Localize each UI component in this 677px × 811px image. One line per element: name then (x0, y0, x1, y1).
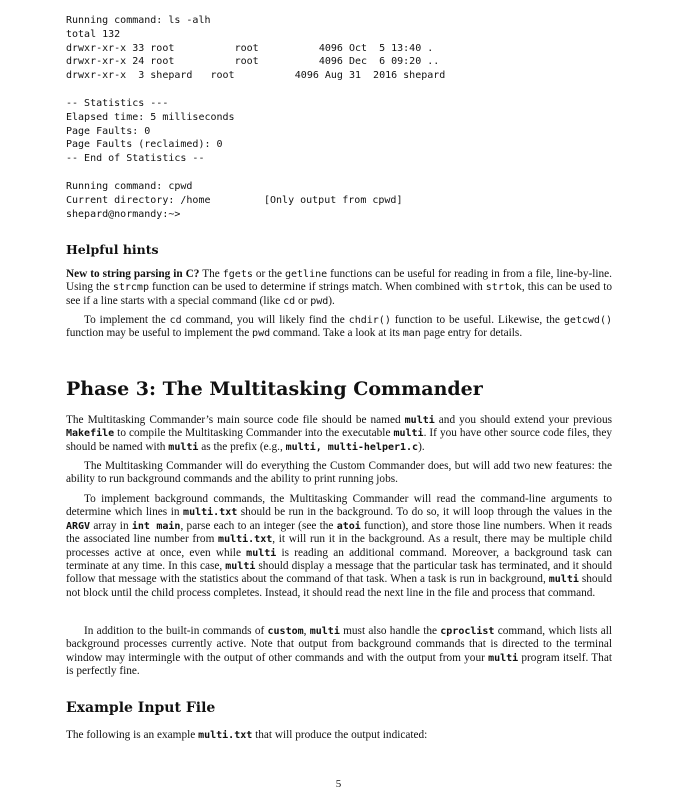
terminal-line: drwxr-xr-x 33 root root 4096 Oct 5 13:40 . (66, 42, 434, 54)
inline-code: atoi (336, 520, 361, 532)
inline-code: multi (393, 428, 424, 440)
terminal-line: shepard@normandy:~> (66, 208, 181, 220)
inline-code: Makefile (66, 428, 115, 440)
phase3-paragraph-2: The Multitasking Commander will do everything the Custom Commander does, but will add two new features: the ability to run background commands and the ability to print running jobs. (66, 460, 612, 486)
inline-code: man (402, 328, 421, 340)
phase3-paragraph-3: To implement background commands, the Multitasking Commander will read the command-line arguments to determine which lines in multi.txt should be run in the background. To do so, it will loop through the values in the ARGV array in int main, parse each to an integer (see the atoi function), and store those line numbers. When it reads the associated line number from multi.txt, it will run it in the background. As a result, there may be multiple child processes active at once, even while multi is reading an additional command. Moreover, a background task can terminate at any time. In this case, multi should display a message that the particular task has terminated, and it should follow that message with the statistics about the command of that task. When a task is run in background, multi should not block until the child process completes. Instead, it should read the next line in the file and process that command. (66, 493, 612, 599)
inline-code: fgets (222, 269, 253, 280)
hints-lead: New to string parsing in C? (66, 268, 200, 280)
terminal-line: drwxr-xr-x 24 root root 4096 Dec 6 09:20 .. (66, 56, 440, 68)
hints-paragraph-2: To implement the cd command, you will likely find the chdir() function to be useful. Likewise, the getcwd() function may be useful to implement the pwd command. Take a look at its man page entry for details. (66, 314, 612, 340)
inline-code: multi.txt (183, 507, 238, 519)
terminal-line: Current directory: /home (66, 194, 211, 206)
inline-code: getcwd() (563, 315, 612, 326)
page-number: 5 (335, 778, 342, 790)
inline-code: multi (168, 441, 199, 453)
terminal-line: total 132 (66, 28, 121, 40)
terminal-cpwd-output (66, 180, 211, 221)
inline-code: multi (309, 626, 340, 637)
hints-paragraph-1: New to string parsing in C? The fgets or the getline functions can be useful for reading in from a file, line-by-line. Using the strcmp function can be used to determine if strings match. When combined with strtok, this can be used to see if a line starts with a special command (like cd or pwd). (66, 268, 612, 307)
terminal-line: Elapsed time: 5 milliseconds (66, 111, 235, 123)
example-paragraph: The following is an example multi.txt that will produce the output indicated: (66, 729, 428, 741)
terminal-stats-output (66, 97, 235, 166)
phase3-paragraph-1: The Multitasking Commander’s main source code file should be named multi and you should extend your previous Makefile to compile the Multitasking Commander into the executable multi. If you have other source code files, they should be named with multi as the prefix (e.g., multi, multi-helper1.c). (66, 414, 612, 453)
inline-code: multi (225, 561, 256, 573)
terminal-ls-output (66, 14, 445, 83)
inline-code: ARGV (66, 520, 91, 532)
phase3-paragraph-4: In addition to the built-in commands of custom, multi must also handle the cproclist command, which lists all background processes currently active. Note that output from background commands that is directed to the terminal window may intermingle with the output of other commands and with the output from your multi program itself. That is perfectly fine. (66, 625, 612, 678)
terminal-line: -- Statistics --- (66, 98, 169, 109)
inline-code: strcmp (112, 282, 149, 294)
inline-code: cproclist (440, 626, 495, 637)
terminal-line: Page Faults: 0 (66, 125, 151, 137)
inline-code: getline (285, 269, 328, 280)
cpwd-side-note: [Only output from cpwd] (264, 194, 403, 206)
example-heading: Example Input File (66, 700, 216, 716)
phase3-heading: Phase 3: The Multitasking Commander (66, 378, 483, 400)
inline-code: multi (488, 652, 519, 664)
terminal-line: drwxr-xr-x 3 shepard root 4096 Aug 31 2016 shepard (66, 70, 446, 82)
inline-code: cd (283, 295, 296, 307)
inline-code: int main (131, 520, 181, 532)
inline-code: multi, multi-helper1.c (285, 441, 419, 453)
terminal-line: Page Faults (reclaimed): 0 (66, 139, 223, 151)
terminal-line: -- End of Statistics -- (66, 153, 205, 165)
terminal-line: Running command: cpwd (66, 181, 193, 192)
inline-code: chdir() (348, 315, 391, 326)
inline-code: multi.txt (198, 730, 253, 741)
inline-code: multi (246, 547, 277, 559)
inline-code: multi (548, 574, 579, 586)
inline-code: custom (267, 626, 304, 637)
inline-code: multi.txt (218, 534, 273, 546)
inline-code: pwd (310, 295, 329, 307)
terminal-line: Running command: ls -alh (66, 15, 211, 26)
helpful-hints-heading: Helpful hints (66, 242, 159, 257)
inline-code: cd (169, 315, 182, 326)
inline-code: strtok (485, 282, 522, 294)
inline-code: pwd (252, 328, 271, 340)
inline-code: multi (404, 415, 435, 426)
